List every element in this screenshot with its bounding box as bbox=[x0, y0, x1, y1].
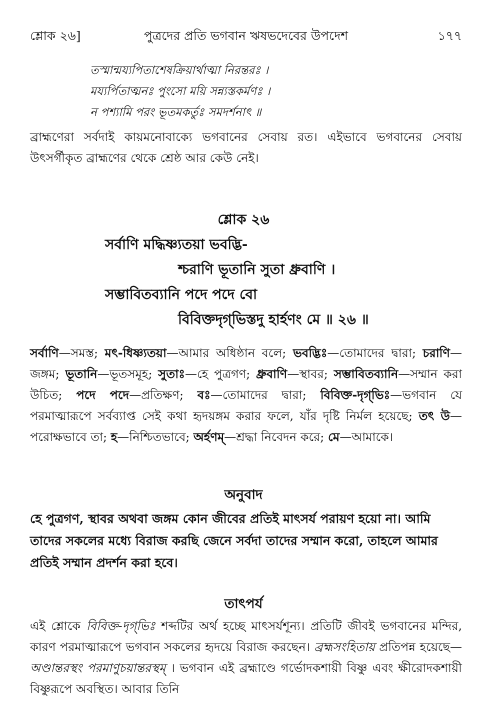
synonym-meaning: —ভগবান যে পরমাত্মারূপে সর্বব্যাপ্ত সেই কথা হৃদয়ঙ্গম করার ফলে, যাঁর দৃষ্টি নির্মল হয়েছে; bbox=[30, 388, 463, 423]
synonym-term: বিবিক্ত-দৃগ্‌ভিঃ bbox=[320, 388, 391, 402]
verse-line-2: শ্চরাণি ভূতানি সুতা ধ্রুবাণি । bbox=[178, 262, 336, 278]
purport-paragraph bbox=[30, 616, 462, 700]
purport-title: তাৎপর্য bbox=[224, 596, 263, 612]
synonym-term: পদে পদে bbox=[76, 388, 130, 402]
synonym-term: ধ্রুবাণি bbox=[256, 367, 288, 381]
translation-title: অনুবাদ bbox=[224, 487, 263, 503]
synonym-meaning: —হে পুত্রগণ; bbox=[184, 367, 257, 381]
sanskrit-quote-line-2: ময্যর্পিতাত্মনঃ পুংসো ময়ি সন্ন্যস্তকর্মণঃ । bbox=[90, 84, 271, 98]
chapter-title: পুত্রদের প্রতি ভগবান ঋষভদেবের উপদেশ bbox=[143, 28, 349, 43]
synonym-term: সর্বাণি bbox=[30, 346, 59, 360]
purport-text: । ভগবান এই ব্রহ্মাণ্ডে গর্ভোদকশায়ী বিষ্ণু এবং ক্ষীরোদকশায়ী বিষ্ণুরূপে অবস্থিত। আবার তিনি bbox=[30, 661, 462, 696]
synonym-meaning: —স্থাবর; bbox=[287, 367, 334, 381]
synonym-term: হ bbox=[110, 430, 118, 444]
purport-text: এই শ্লোকে bbox=[30, 619, 87, 633]
sanskrit-quote-line-3: ন পশ্যামি পরং ভূতমকর্তুঃ সমদর্শনাৎ ॥ bbox=[90, 105, 262, 119]
synonym-meaning: —আমাকে। bbox=[339, 430, 394, 444]
synonym-term: সুতাঃ bbox=[158, 367, 185, 381]
translation-text: হে পুত্রগণ, স্থাবর অথবা জঙ্গম কোন জীবের প্রতিই মাৎসর্য পরায়ণ হয়ো না। আমি তাদের সকলের মধ্যে বিরাজ করছি জেনে সর্বদা তাদের সম্মান করো, তাহলে আমার প্রতিই সম্মান প্রদর্শন করা হবে। bbox=[30, 511, 438, 570]
page-header bbox=[30, 28, 462, 48]
synonym-meaning: —তোমাদের দ্বারা; bbox=[210, 388, 321, 402]
synonym-meaning: —আমার অধিষ্ঠান বলে; bbox=[166, 346, 293, 360]
synonym-term: অর্হণম্‌ bbox=[193, 430, 225, 444]
purport-quote: অণ্ডান্তরস্থং পরমাণুচয়ান্তরস্থম্‌ bbox=[30, 661, 166, 675]
synonym-term: চরাণি bbox=[422, 346, 450, 360]
synonym-term: মৎ-ধিষ্ণ্যতয়া bbox=[104, 346, 167, 360]
purport-term: বিবিক্ত-দৃগ্‌ভিঃ bbox=[86, 619, 156, 633]
purport-text: প্রতিপন্ন হয়েছে— bbox=[374, 640, 463, 654]
verse-line-4: বিবিক্তদৃগ্‌ভিস্তদু হার্হণং মে ॥ ২৬ ॥ bbox=[178, 312, 369, 328]
page-number: ১৭৭ bbox=[437, 28, 462, 43]
synonym-term: বঃ bbox=[197, 388, 211, 402]
synonyms-paragraph bbox=[30, 343, 462, 448]
synonym-meaning: —প্রতিক্ষণ; bbox=[129, 388, 198, 402]
synonym-term: মে bbox=[328, 430, 340, 444]
synonym-meaning: —জঙ্গম; bbox=[30, 346, 462, 381]
sanskrit-quote-line-1: তস্মান্ময্যপিতাশেষক্রিয়ার্থাত্মা নিরন্তরঃ । bbox=[90, 63, 269, 77]
synonym-meaning: —শ্রদ্ধা নিবেদন করে; bbox=[224, 430, 329, 444]
synonym-meaning: —তোমাদের দ্বারা; bbox=[327, 346, 423, 360]
synonym-term: ভবদ্ভিঃ bbox=[292, 346, 328, 360]
purport-text: শব্দটির অর্থ হচ্ছে মাৎসর্যশূন্য। প্রতিটি জীবই ভগবানের মন্দির, কারণ পরমাত্মারূপে ভগবান সকলের হৃদয়ে বিরাজ করছেন। bbox=[30, 619, 463, 654]
synonym-meaning: —ভূতসমূহ; bbox=[97, 367, 159, 381]
verse-title: শ্লোক ২৬ bbox=[217, 212, 270, 228]
verse-line-3: সম্ভাবিতব্যানি পদে পদে বো bbox=[105, 287, 258, 303]
synonym-term: তৎ উ bbox=[418, 409, 450, 423]
synonym-term: সম্ভাবিতব্যানি bbox=[333, 367, 399, 381]
verse-reference: শ্লোক ২৬] bbox=[30, 28, 81, 43]
purport-scripture-name: ব্রহ্মসংহিতায় bbox=[314, 640, 375, 654]
synonym-meaning: —সম্মান করা উচিত; bbox=[30, 367, 462, 402]
synonym-meaning: —সমস্ত; bbox=[58, 346, 105, 360]
intro-paragraph: ব্রাহ্মণেরা সর্বদাই কায়মনোবাক্যে ভগবানের সেবায় রত। এইভাবে ভগবানের সেবায় উৎসর্গীকৃত ব্রাহ্মণের থেকে শ্রেষ্ঠ আর কেউ নেই। bbox=[30, 130, 462, 165]
synonym-meaning: —পরোক্ষভাবে তা; bbox=[30, 409, 462, 444]
synonym-term: ভূতানি bbox=[65, 367, 98, 381]
synonym-meaning: —নিশ্চিতভাবে; bbox=[117, 430, 194, 444]
verse-line-1: সর্বাণি মদ্ধিষ্ণ্যতয়া ভবদ্ভি- bbox=[105, 237, 248, 253]
